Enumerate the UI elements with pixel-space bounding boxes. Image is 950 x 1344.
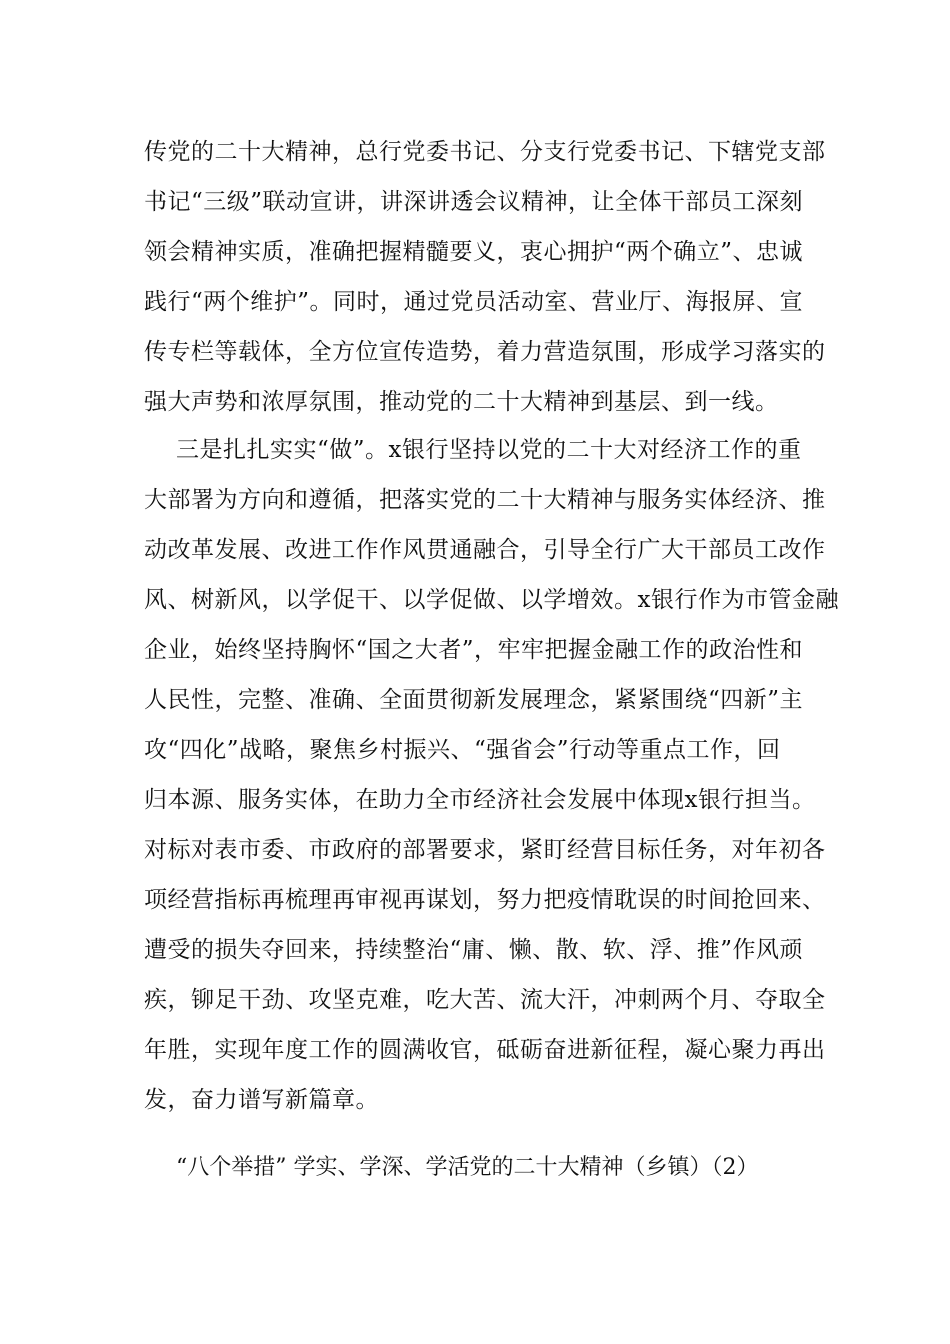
- paragraph-line: 风、树新风，以学促干、以学促做、以学增效。x银行作为市管金融: [144, 587, 839, 613]
- paragraph-line: 归本源、服务实体，在助力全市经济社会发展中体现x银行担当。: [144, 787, 816, 813]
- paragraph-line: 年胜，实现年度工作的圆满收官，砥砺奋进新征程，凝心聚力再出: [144, 1037, 826, 1063]
- paragraph-line: 项经营指标再梳理再审视再谋划，努力把疫情耽误的时间抢回来、: [144, 887, 826, 913]
- paragraph-line: 人民性，完整、准确、全面贯彻新发展理念，紧紧围绕“四新”主: [144, 687, 804, 713]
- paragraph-line: 书记“三级”联动宣讲，讲深讲透会议精神，让全体干部员工深刻: [144, 189, 804, 215]
- paragraph-line: 动改革发展、改进工作作风贯通融合，引导全行广大干部员工改作: [144, 537, 826, 563]
- paragraph-line: 对标对表市委、市政府的部署要求，紧盯经营目标任务，对年初各: [144, 837, 826, 863]
- paragraph-line: 领会精神实质，准确把握精髓要义，衷心拥护“两个确立”、忠诚: [144, 239, 804, 265]
- section-title: “八个举措” 学实、学深、学活党的二十大精神（乡镇）（2）: [176, 1155, 759, 1180]
- paragraph-line: 发，奋力谱写新篇章。: [144, 1087, 379, 1113]
- paragraph-first-line: 三是扎扎实实“做”。x银行坚持以党的二十大对经济工作的重: [176, 437, 802, 463]
- paragraph-line: 强大声势和浓厚氛围，推动党的二十大精神到基层、到一线。: [144, 389, 779, 415]
- paragraph-line: 攻“四化”战略，聚焦乡村振兴、“强省会”行动等重点工作，回: [144, 737, 781, 763]
- paragraph-line: 传专栏等载体，全方位宣传造势，着力营造氛围，形成学习落实的: [144, 339, 826, 365]
- paragraph-line: 疾，铆足干劲、攻坚克难，吃大苦、流大汗，冲刺两个月、夺取全: [144, 987, 826, 1013]
- paragraph-line: 传党的二十大精神，总行党委书记、分支行党委书记、下辖党支部: [144, 139, 826, 165]
- paragraph-line: 企业，始终坚持胸怀“国之大者”，牢牢把握金融工作的政治性和: [144, 637, 804, 663]
- paragraph-line: 遭受的损失夺回来，持续整治“庸、懒、散、软、浮、推”作风顽: [144, 937, 804, 963]
- paragraph-line: 践行“两个维护”。同时，通过党员活动室、营业厅、海报屏、宣: [144, 289, 804, 315]
- paragraph-line: 大部署为方向和遵循，把落实党的二十大精神与服务实体经济、推: [144, 487, 826, 513]
